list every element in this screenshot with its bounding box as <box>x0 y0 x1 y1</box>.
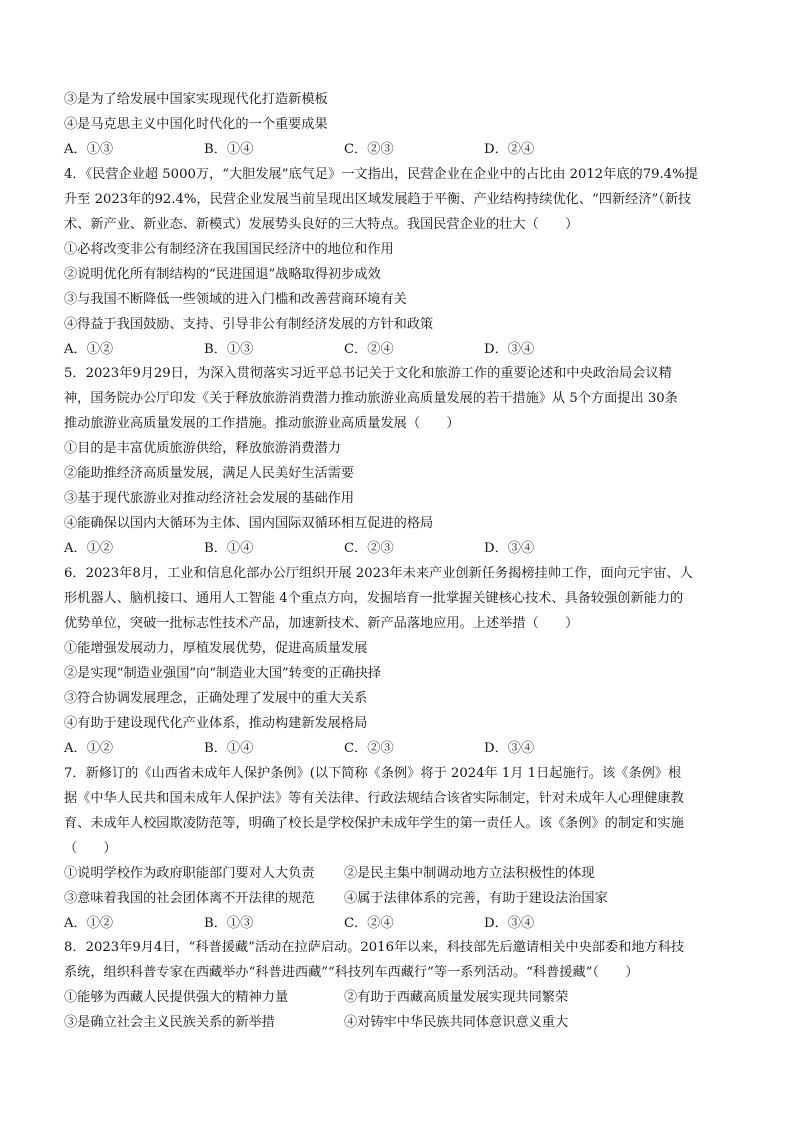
q6-option-a[interactable]: A．①② <box>64 741 114 756</box>
q5-stem-line-3: 推动旅游业高质量发展的工作措施。推动旅游业高质量发展（ ） <box>64 416 460 431</box>
q5-statement-3: ③基于现代旅游业对推动经济社会发展的基础作用 <box>64 491 355 506</box>
q8-statements-row-1 <box>64 988 744 1008</box>
q6-option-b[interactable]: B．①④ <box>204 741 254 756</box>
q4-stem-line-3: 术、新产业、新业态、新模式）发展势头良好的三大特点。我国民营企业的壮大（ ） <box>64 217 579 232</box>
q7-option-a[interactable]: A．①② <box>64 916 114 931</box>
q4-options <box>64 340 744 360</box>
q5-stem-line-2: 神，国务院办公厅印发《关于释放旅游消费潜力推动旅游业高质量发展的若干措施》从 5个方面提出 30条 <box>64 391 678 406</box>
q3-options <box>64 140 744 160</box>
q7-option-c[interactable]: C．②④ <box>344 916 394 931</box>
q4-statement-3: ③与我国不断降低一些领域的进入门槛和改善营商环境有关 <box>64 292 407 307</box>
q5-stem-line-1: 5．2023年9月29日，为深入贯彻落实习近平总书记关于文化和旅游工作的重要论述和中央政治局会议精 <box>64 366 672 381</box>
q7-options <box>64 914 744 934</box>
q4-statement-1: ①必将改变非公有制经济在我国国民经济中的地位和作用 <box>64 242 394 257</box>
q4-stem-line-2: 升至 2023年的92.4%，民营企业发展当前呈现出区域发展趋于平衡、产业结构持续优化、“四新经济”（新技 <box>64 192 692 207</box>
q3-option-d[interactable]: D．②④ <box>484 142 535 157</box>
q7-statements-row-1 <box>64 864 744 884</box>
q8-statements-row-2 <box>64 1013 744 1033</box>
q7-statements-row-2 <box>64 889 744 909</box>
q7-statement-4: ④属于法律体系的完善，有助于建设法治国家 <box>344 891 608 906</box>
q4-option-b[interactable]: B．①③ <box>204 342 254 357</box>
q7-statement-2: ②是民主集中制调动地方立法积极性的体现 <box>344 866 595 881</box>
q7-stem-line-4: （ ） <box>64 841 117 856</box>
q6-option-c[interactable]: C．②③ <box>344 741 394 756</box>
q4-statement-4: ④得益于我国鼓励、支持、引导非公有制经济发展的方针和政策 <box>64 317 434 332</box>
q6-stem-line-1: 6．2023年8月，工业和信息化部办公厅组织开展 2023年未来产业创新任务揭榜挂帅工作，面向元宇宙、人 <box>64 566 693 581</box>
q7-option-d[interactable]: D．③④ <box>484 916 535 931</box>
q6-stem-line-3: 优势单位，突破一批标志性技术产品，加速新技术、新产品落地应用。上述举措（ ） <box>64 616 579 631</box>
q8-statement-4: ④对铸牢中华民族共同体意识意义重大 <box>344 1015 569 1030</box>
q5-option-c[interactable]: C．②③ <box>344 541 394 556</box>
q4-statement-2: ②说明优化所有制结构的“民进国退”战略取得初步成效 <box>64 267 381 282</box>
q5-options <box>64 539 744 559</box>
q8-statement-3: ③是确立社会主义民族关系的新举措 <box>64 1015 275 1030</box>
q7-statement-3: ③意味着我国的社会团体离不开法律的规范 <box>64 891 315 906</box>
q6-statement-4: ④有助于建设现代化产业体系，推动构建新发展格局 <box>64 716 368 731</box>
q3-option-a[interactable]: A．①③ <box>64 142 114 157</box>
q3-option-b[interactable]: B．①④ <box>204 142 254 157</box>
q5-option-d[interactable]: D．③④ <box>484 541 535 556</box>
q8-stem-line-1: 8．2023年9月4日，“科普援藏”活动在拉萨启动。2016年以来，科技部先后邀请相关中央部委和地方科技 <box>64 940 685 955</box>
q6-options <box>64 739 744 759</box>
q4-option-a[interactable]: A．①② <box>64 342 114 357</box>
q4-option-c[interactable]: C．②④ <box>344 342 394 357</box>
q8-statement-1: ①能够为西藏人民提供强大的精神力量 <box>64 990 289 1005</box>
q7-option-b[interactable]: B．①③ <box>204 916 254 931</box>
q8-statement-2: ②有助于西藏高质量发展实现共同繁荣 <box>344 990 569 1005</box>
q3-statement-3: ③是为了给发展中国家实现现代化打造新模板 <box>64 92 328 107</box>
q5-statement-1: ①目的是丰富优质旅游供给，释放旅游消费潜力 <box>64 441 341 456</box>
q6-statement-3: ③符合协调发展理念，正确处理了发展中的重大关系 <box>64 691 368 706</box>
q6-statement-2: ②是实现“制造业强国”向“制造业大国”转变的正确抉择 <box>64 666 382 681</box>
q6-option-d[interactable]: D．③④ <box>484 741 535 756</box>
q5-statement-2: ②能助推经济高质量发展，满足人民美好生活需要 <box>64 466 355 481</box>
q3-statement-4: ④是马克思主义中国化时代化的一个重要成果 <box>64 117 328 132</box>
q7-stem-line-3: 育、未成年人校园欺凌防范等，明确了校长是学校保护未成年学生的第一责任人。该《条例》的制定和实施 <box>64 816 684 831</box>
q5-statement-4: ④能确保以国内大循环为主体、国内国际双循环相互促进的格局 <box>64 516 434 531</box>
q8-stem-line-2: 系统，组织科普专家在西藏举办“科普进西藏”“科技列车西藏行”等一系列活动。“科普援藏”（ ） <box>64 965 639 980</box>
q3-option-c[interactable]: C．②③ <box>344 142 394 157</box>
q7-stem-line-1: 7．新修订的《山西省未成年人保护条例》(以下简称《条例》将于 2024年 1月 1日起施行。该《条例》根 <box>64 766 682 781</box>
q4-option-d[interactable]: D．③④ <box>484 342 535 357</box>
q6-statement-1: ①能增强发展动力，厚植发展优势，促进高质量发展 <box>64 641 368 656</box>
q7-stem-line-2: 据《中华人民共和国未成年人保护法》等有关法律、行政法规结合该省实际制定，针对未成年人心理健康教 <box>64 791 684 806</box>
q6-stem-line-2: 形机器人、脑机接口、通用人工智能 4个重点方向，发掘培育一批掌握关键核心技术、具备较强创新能力的 <box>64 591 684 606</box>
q4-stem-line-1: 4．《民营企业超 5000万，“大胆发展”底气足》一文指出，民营企业在企业中的占比由 2012年底的79.4%提 <box>64 167 698 182</box>
q5-option-a[interactable]: A．①② <box>64 541 114 556</box>
q5-option-b[interactable]: B．①④ <box>204 541 254 556</box>
q7-statement-1: ①说明学校作为政府职能部门要对人大负责 <box>64 866 315 881</box>
